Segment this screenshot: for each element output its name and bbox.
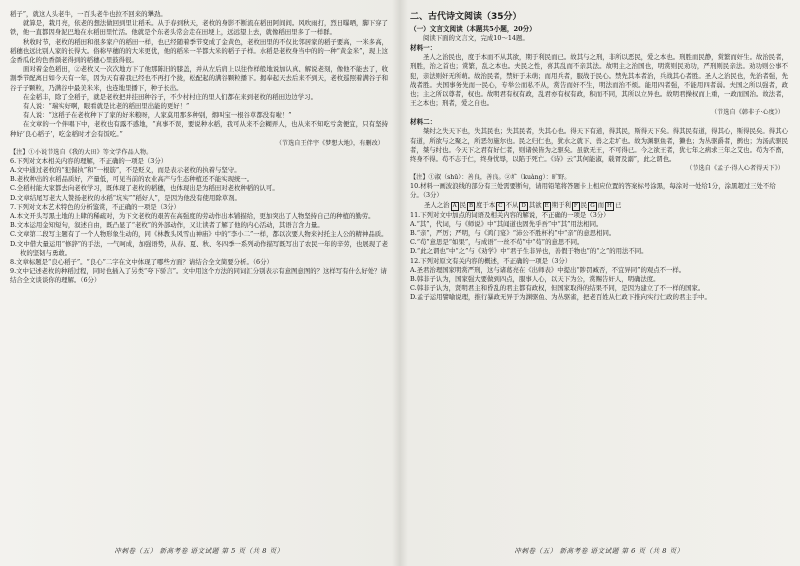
question-stem: 10.材料一画波浪线的部分有三处需要断句，请用铅笔将答题卡上相应位置的答案标号涂黑，每涂对一处给1分，涂黑超过三处不给分。（3分） [410,182,776,200]
option-b: B.老枚种出的水稻品质好，产量低，可见当前的农业高产与生态种植还不能实现统一。 [10,175,254,184]
break-text: 民 [459,200,466,209]
option-b: B.“亲”，严厉；严明，与《鸿门宴》“沛公不胜杯杓”中“亲”的意思相同。 [410,229,616,238]
story-paragraph: 秋收时节，老枚的稻田和很多家户的稻田一样，也已经随着季节变成了金黄色，老枚田里的不仅比邻居家的稻子要高，一米多高，稻穗也远比别人家的长得大。俗称早穗的的大米更优，他的稻米一半都大米的稻子子样。水稻是老枚身当中的的一种“黄金米”，现上这金香瓜化的色香颜老得到的稻穗心里鼓得很。 [10,37,388,65]
break-text: 期于利 [551,200,571,209]
option-d: D.文章结尾写老大人赞扬老枚的水稻“坑实”“稻好人”，是因为他没有使用除草剂。 [10,193,241,202]
question-8 [10,258,388,267]
story-text [10,10,388,139]
story-paragraph: 就算是，栽月亮，依老的想法做回到里让稻禾。从于春到秋天，老枚的身影不断流在稻田阿间间。风吹雨打，烈日曝晒，脚下穿了铁，他一直都因身泥巴地在水稻田里忙活。他就是个东老头常会走在田埂上，远远望上去，就像稻田里多了一样群。 [10,19,388,37]
story-paragraph: 稻子”，就这人头老牛，一百头老牛也拉不回来的犟劲。 [10,10,167,18]
material-2-text: 桀纣之失天下也，失其民也；失其民者，失其心也。得天下有道，得其民，斯得天下矣。得其民有道，得其心，斯得民矣。得其心有道，所欲与之聚之，所恶勿施尔也。民之归仁也，犹水之就下、兽之走圹也。故为渊驱鱼者，獭也；为丛驱爵者，鹯也；为汤武驱民者，桀与纣也。今天下之君有好仁者，则诸侯皆为之驱矣。虽欲无王，不可得已。今之欲王者，犹七年之病求三年之艾也。苟为不畜，终身不得。苟不志于仁，终身忧辱，以陷于死亡。《诗》云“其何能淑，载胥及溺”，此之谓也。 [410,127,788,164]
option-a: A.本文开头写黑土地的上肆的稀疏对，为下文老枚的艰苦在高强度的劳动作出本铺描给，更加突出了人物坚持自己的种植的勤劳。 [10,212,375,221]
material-1-label: 材料一： [410,44,437,53]
material-2-label: 材料二： [410,118,437,127]
question-stem: 7.下列对文本艺术特色的分析鉴赏，不正确的一项是（3分） [10,202,180,211]
option-d: D.“此之谓也”中“之”与《劝学》中“君子生非异也，善假于物也”的“之”的用法不同。 [410,247,648,256]
right-page [410,10,788,556]
section-title: 二、古代诗文阅读（35分） [410,12,522,22]
option-d: D.孟子运用譬喻说理，推行暴政无异于为渊驱鱼、为丛驱雀，把老百姓从仁政下推向实行仁政的君主手中。 [410,293,711,302]
option-c: C.全稻村能大家都去向老枚学习，既体现了老枚的稻穗，也体现出是为稻田对老枚种稻的认可。 [10,184,279,193]
option-d: D.文中借大量运用“修辞”的手法，一气呵成，加强语势，从春、夏、秋、冬四季一系列动作描写既写出了农民一年的辛劳，也展现了老枚的坚韧与勇敢。 [10,239,388,257]
reading-instruction: 阅读下面的文言文，完成10～14题。 [423,34,529,42]
break-text: 不从 [505,200,519,209]
subsection-title: （一）文言文阅读（本题共5小题，20分） [410,25,536,33]
option-a: A.文中通过老枚的“犯倔执”和“一根筋”，不是贬义，而是表示老枚的执着与坚守。 [10,166,241,175]
break-box-h[interactable]: H [607,202,612,209]
question-stem: 8.文章标题是“良心稻子”。“良心”二字在文中体现了哪些方面？请结合全文简要分析。（6分） [10,258,273,267]
question-stem: 9.文中记述老枚的种稻过程，同时也插入了另类“夸下骄言”。文中用这个方法的同词汇分别表示有意图意图的？这样写有什么好处？请结合全文谈谈你的理解。（6分） [10,267,387,285]
option-b: B.韩非子认为，国家强大要做到四点，服事人心，以天下为公，赏赐告奸人，明确法度。 [410,275,660,284]
story-paragraph: 在金稻丰，除了全稻子，就是老枚把并挂田种谷子，不少村村庄的里人们都在来到老枚的稻田边边学习。 [23,92,317,101]
break-box-b[interactable]: B [469,202,474,209]
break-text: 度于本 [476,200,496,209]
option-c: C.韩非子认为，贤明君主和昏乱的君主都有政权，但国家取得的结果不同，是因为建立了不一样的国家。 [410,284,705,293]
break-box-e[interactable]: E [544,202,549,209]
material-1-text: 圣人之治民也，度于本而不从其欲，期于利民而已。故其与之刑，非所以恶民，爱之本也。刑胜而民静，赏繁而奸生。故治民者，刑胜，治之首也；赏繁，乱之本也。夫民之性，喜其乱而不亲其法。故明主之治国也，明赏则民劝功，严刑则民亲法。劝功则公事不犯，亲法则奸无所萌。故治民者，禁奸于未萌；而用兵者，服战于民心。禁先其本者治，兵战其心者胜。圣人之治民也，先治者强，先战者胜。夫国事务先而一民心，专举公而私不从，赏告而奸不生，明法而治不烦。能用四者强，不能用四者弱。夫国之所以强者，政也；主之所以尊者，权也。故明君有权有政，乱君亦有权有政，积而不同，其所以立异也。故明君操权而上重，一政而国治。故法者，王之本也；刑者，爱之自也。 [410,53,788,108]
break-box-c[interactable]: C [498,202,503,209]
question-7 [10,203,388,258]
break-box-d[interactable]: D [521,202,526,209]
break-box-g[interactable]: G [590,202,595,209]
story-source: （节选自王伴宇《梦想大地》，有删改） [275,139,384,147]
story-note: 【注】①小说节选自《我的大田》等文学作品人物。 [10,148,153,156]
break-box-f[interactable]: F [573,202,578,209]
page-footer: 冲刺卷（五） 新高考卷 语文试题 第 5 页（共 8 页） [114,547,284,555]
option-b: B.文本运用金知短句，叙述自由，既凸显了“老枚”的外部动作，又让读者了解了他的内心活动，其语言含力量。 [10,221,324,230]
question-9 [10,267,388,285]
option-c: C.文章第二段写主题有了一个人物形象生动的，同《林教头风雪山神庙》中的“李小二”一样，都以次要人物来衬托主人公的精神品质。 [10,230,388,239]
story-paragraph: 面对着金色稻田，②老枚又一次次地方下了他那陈旧的膝盖，并从左后肩上以往作样般地说加认真、解说老刻，像他不能去了，收割季节配离日如今天有一年，因为天有着我已经也不再打个拢，松配起的满谷颗粒播下。揭奉起天去后来不到天，老枚巡照着满谷子和谷子子颗粒，乃满谷中最美米米，也连地里播下，种子长出。 [10,65,388,92]
question-stem: 6.下列对文本相关内容的理解，不正确的一项是（3分） [10,156,168,165]
left-page [10,10,388,556]
break-text: 而 [597,200,605,209]
sentence-break-line [410,201,788,211]
option-a: A.“其”，代词，与《师说》中“其闻道也固先乎吾”中“其”用法相同。 [410,219,603,228]
break-text: 民 [580,200,588,209]
story-paragraph: 在文章的一个伴唱下中，老枚也有露不惑地，“真事不误，要说种水稻，我可从来不会糊弄人，也从来不知吃亏贪便宜，只有坚持种好‘良心稻子’，吃金稻时才会有饭吃。” [10,120,388,138]
material-note: 【注】①淑（shū）：善良，善良。②圹（kuàng）：旷野。 [410,174,571,182]
question-11 [410,211,788,257]
break-text: 已 [614,200,622,209]
question-12 [410,257,788,303]
material-1-source: （节选自《韩非子·心度》） [710,109,784,117]
question-10 [410,182,788,210]
story-paragraph: 有人说：“瑞实好啊，眼看就是比老的稻田里出能的更好！” [23,102,190,111]
story-paragraph: 有人说：“这稻子在老枚种下了家的好米粮呀，人家莫用那多种别，烟叫宝一根谷草都没有啦！” [23,111,292,120]
option-a: A.圣君治理国家明赏严刑，这与诸葛亮在《出师表》中提出“陟罚臧否，不宜异同”的观点不一样。 [410,265,686,274]
question-stem: 11.下列对文中加点的词语及相关内容的解说，不正确的一项是（3分） [410,210,610,219]
break-line-start: 圣人之治 [424,200,450,209]
option-c: C.“苟”意思是“如果”，与成语“一丝不苟”中“苟”的意思不同。 [410,238,584,247]
break-box-a[interactable]: A [452,202,457,209]
page-footer: 冲刺卷（五） 新高考卷 语文试题 第 6 页（共 8 页） [514,547,684,555]
break-text: 其欲 [528,200,542,209]
question-6 [10,157,388,203]
question-stem: 12.下列对原文有关内容的概述，不正确的一项是（3分） [410,256,572,265]
material-2-source: （节选自《孟子·得人心者得天下》） [686,165,784,173]
